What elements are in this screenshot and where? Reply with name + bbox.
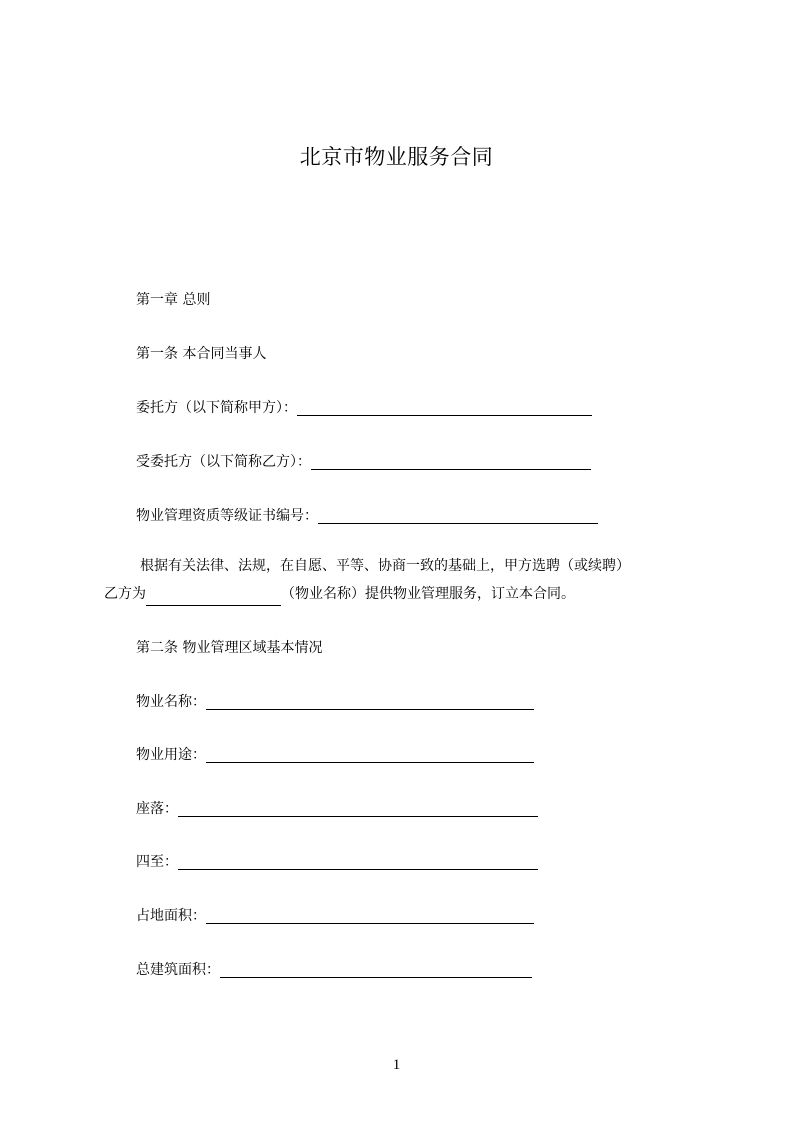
certificate-blank[interactable] <box>318 508 598 524</box>
property-name-blank[interactable] <box>146 590 281 606</box>
party-b-label: 受委托方（以下简称乙方）： <box>136 454 311 470</box>
property-field-row <box>136 692 534 712</box>
article-2-heading-text: 第二条 物业管理区域基本情况 <box>136 640 323 656</box>
property-field-label: 四至： <box>136 854 178 870</box>
property-field-label: 总建筑面积： <box>136 962 220 978</box>
party-b-line <box>136 452 591 472</box>
certificate-line <box>136 506 598 526</box>
property-field-row <box>136 960 532 980</box>
property-field-blank[interactable] <box>178 801 538 817</box>
article-1-heading-text: 第一条 本合同当事人 <box>136 346 267 362</box>
party-a-line <box>136 398 592 418</box>
party-a-label: 委托方（以下简称甲方）： <box>136 400 297 416</box>
chapter-heading <box>136 290 210 310</box>
certificate-label: 物业管理资质等级证书编号： <box>136 508 318 524</box>
party-a-blank[interactable] <box>297 400 592 416</box>
property-field-blank[interactable] <box>206 908 534 924</box>
article-1-heading <box>136 344 266 364</box>
document-title: 北京市物业服务合同 <box>299 145 494 169</box>
intro-line-1-text: 根据有关法律、法规，在自愿、平等、协商一致的基础上，甲方选聘（或续聘） <box>140 558 630 574</box>
property-field-row <box>136 906 534 926</box>
property-field-blank[interactable] <box>206 694 534 710</box>
property-field-row <box>136 799 538 819</box>
intro-line-2-after: （物业名称）提供物业管理服务，订立本合同。 <box>281 586 575 602</box>
intro-paragraph-line-1 <box>104 552 694 580</box>
property-field-blank[interactable] <box>220 962 532 978</box>
property-field-row <box>136 852 538 872</box>
property-field-blank[interactable] <box>206 747 534 763</box>
property-field-label: 物业用途： <box>136 747 206 763</box>
intro-line-2-before: 乙方为 <box>104 586 146 602</box>
property-field-label: 物业名称： <box>136 694 206 710</box>
intro-paragraph <box>104 552 694 608</box>
party-b-blank[interactable] <box>311 454 591 470</box>
page-number: 1 <box>392 1057 401 1073</box>
property-field-row <box>136 745 534 765</box>
property-field-label: 座落： <box>136 801 178 817</box>
chapter-heading-text: 第一章 总则 <box>136 292 211 308</box>
intro-paragraph-line-2 <box>104 580 694 608</box>
property-field-blank[interactable] <box>178 854 538 870</box>
article-2-heading <box>136 638 322 658</box>
property-field-label: 占地面积： <box>136 908 206 924</box>
